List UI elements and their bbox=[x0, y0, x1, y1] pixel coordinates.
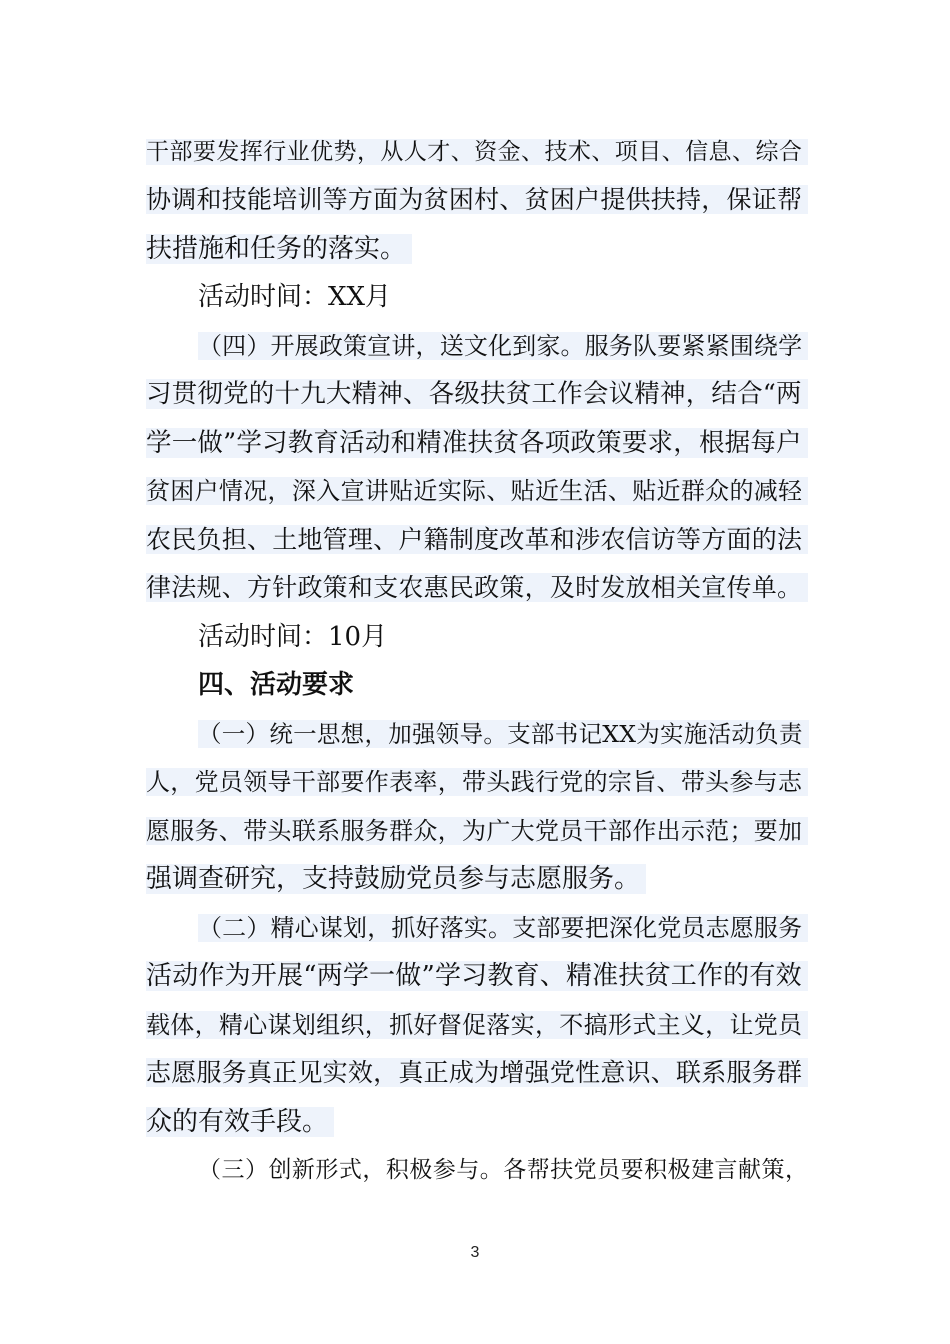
text-line: 干部要发挥行业优势，从人才、资金、技术、项目、信息、综合 bbox=[146, 132, 808, 172]
text-line: 愿服务、带头联系服务群众，为广大党员干部作出示范；要加 bbox=[146, 811, 808, 851]
page-number: 3 bbox=[470, 1244, 480, 1261]
text-line: （四）开展政策宣讲，送文化到家。服务队要紧紧围绕学 bbox=[198, 326, 808, 366]
activity-time: 活动时间：XX月 bbox=[198, 282, 392, 312]
text-line: 人，党员领导干部要作表率，带头践行党的宗旨、带头参与志 bbox=[146, 762, 808, 802]
text-line: 扶措施和任务的落实。 bbox=[146, 229, 412, 269]
text-line: 强调查研究，支持鼓励党员参与志愿服务。 bbox=[146, 859, 646, 899]
text-line: 协调和技能培训等方面为贫困村、贫困户提供扶持，保证帮 bbox=[146, 180, 808, 220]
text-line: 活动作为开展“两学一做”学习教育、精准扶贫工作的有效 bbox=[146, 956, 808, 996]
text-line: 志愿服务真正见实效，真正成为增强党性意识、联系服务群 bbox=[146, 1053, 808, 1093]
text-line: 律法规、方针政策和支农惠民政策，及时发放相关宣传单。 bbox=[146, 568, 808, 608]
text-line: 习贯彻党的十九大精神、各级扶贫工作会议精神，结合“两 bbox=[146, 374, 808, 414]
text-line: 农民负担、土地管理、户籍制度改革和涉农信访等方面的法 bbox=[146, 520, 808, 560]
text-line: 载体，精心谋划组织，抓好督促落实，不搞形式主义，让党员 bbox=[146, 1005, 808, 1045]
activity-time: 活动时间：10月 bbox=[198, 622, 388, 652]
text-line: （一）统一思想，加强领导。支部书记XX为实施活动负责 bbox=[198, 714, 809, 754]
text-line: 贫困户情况，深入宣讲贴近实际、贴近生活、贴近群众的减轻 bbox=[146, 471, 808, 511]
section-heading: 四、活动要求 bbox=[198, 670, 355, 700]
text-line: （三）创新形式，积极参与。各帮扶党员要积极建言献策， bbox=[198, 1157, 809, 1183]
text-line: 众的有效手段。 bbox=[146, 1102, 334, 1142]
text-line: （二）精心谋划，抓好落实。支部要把深化党员志愿服务 bbox=[198, 908, 808, 948]
text-line: 学一做”学习教育活动和精准扶贫各项政策要求，根据每户 bbox=[146, 423, 808, 463]
